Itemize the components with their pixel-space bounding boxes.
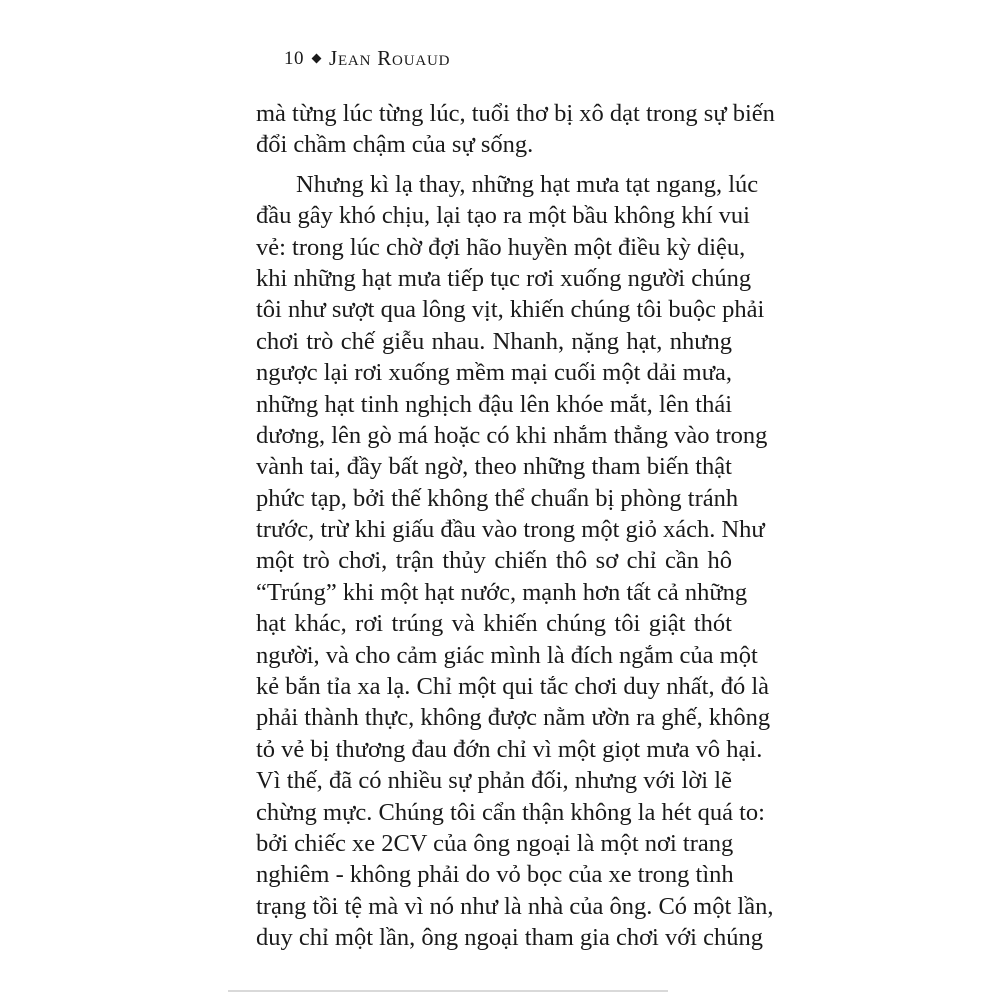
text-line: kẻ bắn tỉa xa lạ. Chỉ một qui tắc chơi duy nhất, đó là — [256, 673, 770, 701]
text-line: chừng mực. Chúng tôi cẩn thận không la hét quá to: — [256, 798, 765, 826]
text-line: đổi chầm chậm của sự sống. — [256, 131, 534, 159]
text-line: phức tạp, bởi thế không thể chuẩn bị phòng tránh — [256, 484, 739, 512]
page-edge-shadow — [228, 990, 668, 992]
diamond-ornament-icon — [312, 54, 322, 64]
text-line: mà từng lúc từng lúc, tuổi thơ bị xô dạt trong sự biến — [256, 100, 775, 127]
text-line: những hạt tinh nghịch đậu lên khóe mắt, lên thái — [256, 390, 732, 418]
text-line: “Trúng” khi một hạt nước, mạnh hơn tất cả những — [256, 578, 748, 606]
text-line: chơi trò chế giễu nhau. Nhanh, nặng hạt, nhưng — [256, 327, 732, 355]
text-line: trước, trừ khi giấu đầu vào trong một giỏ xách. Như — [256, 516, 765, 544]
text-line: dương, lên gò má hoặc có khi nhắm thẳng vào trong — [256, 421, 768, 449]
text-line: phải thành thực, không được nằm ườn ra ghế, không — [256, 704, 771, 732]
author-name: Jean Rouaud — [329, 46, 451, 70]
text-line: nghiêm - không phải do vỏ bọc của xe trong tình — [256, 861, 734, 889]
text-line: ngược lại rơi xuống mềm mại cuối một dải mưa, — [256, 359, 732, 387]
paragraph-1 — [256, 98, 775, 161]
text-line: hạt khác, rơi trúng và khiến chúng tôi giật thót — [256, 610, 732, 638]
paragraph-2 — [256, 169, 774, 954]
text-line: một trò chơi, trận thủy chiến thô sơ chỉ cần hô — [256, 547, 732, 575]
text-line: vành tai, đầy bất ngờ, theo những tham biến thật — [256, 453, 732, 481]
text-line: Vì thế, đã có nhiều sự phản đối, nhưng với lời lẽ — [256, 767, 732, 795]
text-line: Nhưng kì lạ thay, những hạt mưa tạt ngang, lúc — [296, 170, 759, 198]
text-line: vẻ: trong lúc chờ đợi hão huyền một điều kỳ diệu, — [256, 233, 746, 261]
page-number: 10 — [284, 47, 304, 69]
text-line: trạng tồi tệ mà vì nó như là nhà của ông. Có một lần, — [256, 892, 774, 920]
text-line: tỏ vẻ bị thương đau đớn chỉ vì một giọt mưa vô hại. — [256, 735, 763, 763]
text-line: bởi chiếc xe 2CV của ông ngoại là một nơi trang — [256, 829, 734, 857]
text-line: đầu gây khó chịu, lại tạo ra một bầu không khí vui — [256, 202, 750, 230]
text-line: người, và cho cảm giác mình là đích ngắm của một — [256, 641, 758, 669]
text-line: duy chỉ một lần, ông ngoại tham gia chơi với chúng — [256, 924, 763, 952]
body-text — [256, 98, 775, 954]
text-line: tôi như sượt qua lông vịt, khiến chúng tôi buộc phải — [256, 296, 765, 324]
text-line: khi những hạt mưa tiếp tục rơi xuống người chúng — [256, 264, 752, 292]
running-head — [284, 46, 450, 71]
